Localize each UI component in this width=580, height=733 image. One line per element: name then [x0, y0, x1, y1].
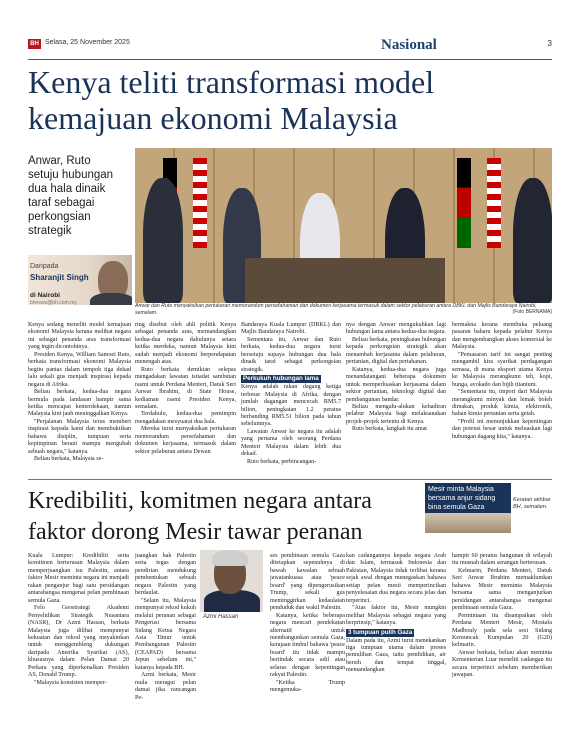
azmi-photo-caption: Azmi Hassan — [203, 614, 239, 620]
paragraph: Beliau berkata, Malaysia se- — [34, 456, 104, 463]
main-photo — [135, 148, 552, 303]
paragraph: Sementara itu, Anwar dan Ruto berkata, kedua-dua negara turut bersetuju supaya hubungan dua hala dinaik taraf sebagai perkongsian strategik. — [241, 336, 341, 373]
header-divider — [28, 59, 552, 60]
paragraph: "Selain itu, Malaysia mempunyai rekod kukuh melalui peranan sebagai Pengerusi bersama Sidang Ketua Negara Asia Timur untuk Pembangunan Palestin (CEAPAD) bersama Jepun sebelum ini," katanya kepada BH. — [135, 597, 196, 671]
paragraph: kan cadangannya kepada negara Arab dan Islam, termasuk Indonesia dan Pakistan, Malaysia tidak terlibat kerana sejak awal dengan menegaskan bahawa setiap pelan mesti memperincikan penyelesaian dua negara secara jelas dan terperinci. — [346, 553, 446, 604]
intertitle: 3 tumpuan pulih Gaza — [348, 628, 413, 636]
paragraph: "Sementara itu, import dari Malaysia merangkumi minyak dan lemak boleh dimakan, produk kimia, elektronik, bahan kimia pertanian serta getah. — [452, 389, 552, 418]
paragraph: Lawatan Anwar ke negara itu adalah yang pertama oleh seorang Perdana Menteri Malaysia dalam lebih dua dekad. — [241, 428, 341, 458]
clipping-image — [425, 513, 511, 533]
related-clipping — [425, 483, 552, 533]
paragraph: Bandaraya Kuala Lumpur (DBKL) dan Majlis Bandaraya Nairobi. — [241, 322, 341, 336]
byline-location: di Nairobi — [30, 292, 60, 299]
page-header — [28, 36, 552, 60]
byline-author: Sharanjit Singh — [30, 273, 89, 282]
paragraph: "Profil ini menunjukkan kepentingan dan potensi besar untuk meluaskan lagi hubungan dagang kita," katanya. — [452, 418, 552, 440]
byline-email: bhnews@bh.com.my — [30, 300, 77, 306]
paragraph: Kelmarin, Perdana Menteri, Datuk Seri Anwar Ibrahim memaklumkan bahawa Mesir meminta Malaysia bersama sama menganjurkan persidangan antarabangsa mengenai pembinaan semula Gaza. — [452, 567, 552, 612]
publication-logo: BH — [28, 39, 41, 49]
photo-credit: (Foto BERNAMA) — [512, 309, 552, 315]
paragraph: Dalam pada itu, Azmi turut menekankan tiga tumpuan utama dalam proses pemulihan Gaza, iaitu pendidikan, air bersih dan tempat tinggal, memandangkan — [346, 637, 446, 674]
paragraph: Katanya, ketika beberapa negara mencari pendekatan alternatif untuk membangunkan semula Gaza, kerajaan timbul bahawa 'peace board' itu tidak mampu bertindak secara adil atau selaras dengan kepentingan rakyat Palestin. — [270, 612, 345, 679]
paragraph: Felo Geostrategi Akademi Penyelidikan Strategik Nusantara (NASR), Dr Azmi Hassan, berkata Malaysia juga dilihat mempunyai kekuatan dan rekod yang meyakinkan untuk menggembleng dukungan daripada Amerika Syarikat (AS), khususnya dalam Pelan Damai 20 Perkara yang diperkenalkan Presiden AS, Donald Trump. — [28, 605, 129, 679]
story1-column-1 — [28, 322, 131, 464]
paragraph: bermakna kerana membuka peluang pasaran baharu kepada pelabur Kenya dan mengembangkan akses komersial ke Malaysia. — [452, 322, 552, 351]
paragraph: Mereka turut menyaksikan pertukaran memorandum persefahaman dan dokumen kerjasama, termasuk dalam sektor pelaburan antara Dewan — [135, 426, 236, 455]
paragraph: "Atas faktor itu, Mesir mungkin melihat Malaysia sebagai negara yang berprinsip," katanya. — [346, 605, 446, 627]
paragraph: Kenya sedang meneliti model kemajuan ekonomi Malaysia kerana melihat negara ini sebagai penanda aras transformasi yang ingin dicontohinya. — [28, 322, 131, 351]
paragraph: nya dengan Anwar mengukuhkan lagi hubungan lama antara kedua-dua negara. — [346, 322, 446, 336]
paragraph: Azmi berkata, Mesir mula meragui pelan damai jika rancangan Pe- — [135, 672, 196, 701]
paragraph: Anwar berkata, beliau akan meminta Kementerian Luar meneliti cadangan itu secara terperinci sebelum memberikan jawapan. — [452, 649, 552, 679]
intertitle: Perkukuh hubungan lama — [243, 375, 319, 383]
paragraph: Kuala Lumpur: Kredibiliti serta komitmen berterusan Malaysia dalam memperjuangkan isu Palestin, antara faktor Mesir meminta negara ini menjadi rakan penganjur bagi satu persidangan antarabangsa mengenai pelan pembinaan semula Gaza. — [28, 553, 129, 604]
story1-column-5 — [452, 322, 552, 441]
paragraph: Beliau berkata, peningkatan hubungan kepada perkongsian strategik akan menambah kerjasama dalam pelaburan, pertanian, digital dan pertahanan. — [346, 336, 446, 366]
story2-column-2 — [135, 553, 196, 702]
publication-date: Selasa, 25 November 2025 — [45, 39, 130, 46]
clipping-note: Keratan akhbar BH, semalam. — [513, 497, 551, 510]
story-divider — [28, 479, 552, 480]
paragraph: Ruto berkata, langkah itu amat — [352, 426, 427, 433]
story2-column-3 — [270, 553, 345, 695]
paragraph: Ruto berkata demikian selepas mengadakan lawatan istiadat sambutan rasmi untuk Perdana Menteri, Datuk Seri Anwar Ibrahim, di State House, kediaman rasmi Presiden Kenya, semalam. — [135, 366, 236, 410]
paragraph: "Perjalanan Malaysia terus memberi inspirasi kepada kami dan membuktikan bahawa disiplin, tumpuan serta kepimpinan berani mampu mengubah sebuah negara," katanya. — [28, 418, 131, 455]
story2-column-5 — [452, 553, 552, 680]
story2-column-4 — [346, 553, 446, 675]
paragraph: Katanya, kedua-dua negara juga menandatangani beberapa dokumen untuk memperluaskan kerjasama dalam sektor pertanian, teknologi digital dan pembangunan bandar. — [346, 366, 446, 403]
photo-caption: Anwar dan Ruto menyaksikan pertukaran memorandum persefahaman dan dokumen kerjasama termasuk dalam sektor pelaburan antara DBKL dan Majlis Bandaraya Nairobi, semalam. — [135, 303, 537, 316]
paragraph: Beliau mengalu-alukan kehadiran pelabur Malaysia bagi melaksanakan projek-projek tertentu di Kenya. — [346, 403, 446, 425]
azmi-hassan-photo — [200, 550, 263, 612]
story1-column-2 — [135, 322, 236, 456]
story2-column-1 — [28, 553, 129, 687]
byline-prefix: Daripada — [30, 263, 59, 270]
paragraph: Permintaan itu disampaikan oleh Perdana Menteri Mesir, Mostafa Madbouly pada sela sesi Sidang Kemuncak Kumpulan 20 (G20) kelmarin. — [452, 612, 552, 649]
paragraph: "Malaysia konsisten memper- — [34, 679, 107, 686]
story1-column-3 — [241, 322, 341, 466]
section-title: Nasional — [381, 37, 437, 53]
main-headline: Kenya teliti transformasi model kemajuan ekonomi Malaysia — [28, 64, 435, 136]
paragraph: Ruto berkata, perbincangan- — [247, 458, 317, 465]
paragraph: juangkan hak Palestin serta tegas dengan pendirian mendukung pembentukan sebuah negara Palestin yang berdaulat. — [135, 553, 196, 597]
page-number: 3 — [547, 39, 552, 48]
paragraph: "Ketika Trump mengemuka- — [270, 679, 345, 694]
clipping-headline: Mesir minta Malaysia bersama anjur sidang bina semula Gaza — [425, 483, 511, 514]
paragraph: hampir 60 peratus bangunan di wilayah itu musnah dalam serangan berterusan. — [452, 553, 552, 567]
paragraph: Terdahulu, kedua-dua pemimpin mengadakan mesyuarat dua hala. — [135, 411, 236, 425]
paragraph: Beliau berkata, kedua-dua negara bermula pada landasan hampir sama ketika mencapai kemerdekaan, namun Malaysia kini jauh meninggalkan Kenya. — [28, 389, 131, 418]
paragraph: "Pemasaran tarif ini sangat penting mengambil kira syarikat perdagangan semasa, di mana eksport utama Kenya ke Malaysia merangkumi teh, kopi, bunga, avokado dan bijih titanium. — [452, 351, 552, 388]
second-headline: Kredibiliti, komitmen negara antara faktor dorong Mesir tawar peranan — [28, 488, 372, 545]
story1-column-4 — [346, 322, 446, 434]
main-subheadline: Anwar, Ruto setuju hubungan dua hala dinaik taraf sebagai perkongsian strategik — [28, 155, 114, 237]
paragraph: Presiden Kenya, William Samoei Ruto, berkata transformasi ekonomi Malaysia begitu pantas dalam tempoh tiga dekad lalu sekali gus menjadi inspirasi kepada negara di Afrika. — [28, 351, 131, 388]
paragraph: Kenya adalah rakan dagang ketiga terbesar Malaysia di Afrika, dengan jumlah dagangan mencecah RM5.7 bilion, peningkatan 1.2 peratus berbanding RM5.51 bilion pada tahun sebelumnya. — [241, 384, 341, 428]
paragraph: ses pembinaan semula Gaza ditetapkan sepenuhnya di bawah kawalan sebuah jawatankuasa atau 'peace board' yang dipengerusikan Trump, sekali gus meminggirkan kedaulatan penduduk dan wakil Palestin. — [270, 553, 345, 612]
paragraph: ring disebut oleh ahli politik Kenya sebagai penanda aras, memandangkan kedua-dua negara dahulunya setara ketika merdeka, namun Malaysia kini sudah menjadi ekonomi berpendapatan menengah atas. — [135, 322, 236, 366]
